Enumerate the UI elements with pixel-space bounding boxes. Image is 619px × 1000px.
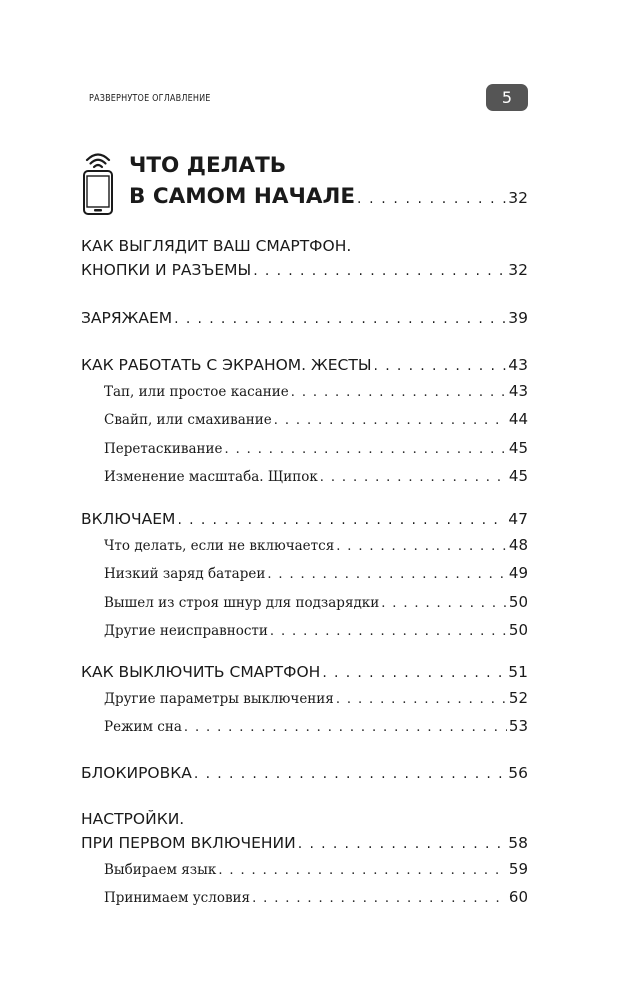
- subsection-line: [104, 856, 528, 884]
- chapter-title-line2: [129, 181, 528, 215]
- subsection-title: Тап, или простое касание: [104, 384, 289, 400]
- dot-leader: [252, 886, 507, 912]
- subsection-title: Свайп, или смахивание: [104, 412, 272, 429]
- dot-leader: [357, 184, 506, 215]
- subsection-page: 45: [508, 438, 528, 457]
- subsection-page: 59: [508, 860, 528, 878]
- subsection-title: Перетаскивание: [104, 440, 223, 457]
- subsection-line: [104, 617, 528, 645]
- chapter-page: 32: [508, 189, 528, 207]
- subsection-line: [104, 435, 528, 463]
- subsection-page: 53: [508, 717, 528, 736]
- section-title: ВКЛЮЧАЕМ: [81, 510, 176, 528]
- toc-section: [81, 306, 528, 331]
- dot-leader: [218, 858, 507, 884]
- subsection-line: [104, 884, 528, 912]
- section-title: БЛОКИРОВКА: [81, 764, 192, 782]
- section-line: [81, 507, 528, 532]
- toc-section: [81, 660, 528, 742]
- section-line: [81, 353, 528, 378]
- toc-section: [81, 507, 528, 646]
- subsection-page: 48: [508, 536, 528, 554]
- chapter-title-text: В САМОМ НАЧАЛЕ: [129, 184, 356, 209]
- section-title-line1: КАК ВЫГЛЯДИТ ВАШ СМАРТФОН.: [81, 237, 352, 255]
- dot-leader: [174, 307, 506, 331]
- dot-leader: [177, 508, 506, 532]
- section-page: 47: [508, 510, 528, 528]
- subsection-title: Низкий заряд батареи: [104, 566, 266, 583]
- subsection-line: [104, 406, 528, 434]
- dot-leader: [381, 591, 507, 617]
- section-page: 56: [508, 764, 528, 782]
- subsection-page: 44: [508, 410, 528, 429]
- subsection-line: [104, 463, 528, 491]
- section-page: 39: [508, 309, 528, 327]
- page-number: 5: [501, 88, 513, 107]
- toc-section: [81, 234, 528, 283]
- toc-section: [81, 807, 528, 913]
- dot-leader: [291, 380, 507, 406]
- section-title: КАК ВЫКЛЮЧИТЬ СМАРТФОН: [81, 663, 321, 681]
- dot-leader: [320, 465, 507, 491]
- subsection-line: [104, 685, 528, 713]
- section-line: [81, 258, 528, 283]
- section-page: 43: [508, 356, 528, 374]
- subsection-line: [104, 532, 528, 560]
- dot-leader: [270, 619, 507, 645]
- dot-leader: [253, 259, 506, 283]
- subsection-line: [104, 560, 528, 588]
- section-title-line1: НАСТРОЙКИ.: [81, 810, 185, 828]
- subsection-page: 45: [508, 467, 528, 486]
- subsection-title: Изменение масштаба. Щипок: [104, 469, 318, 486]
- subsection-title: Выбираем язык: [104, 862, 217, 878]
- section-page: 58: [508, 834, 528, 852]
- page-number-badge: [486, 84, 528, 111]
- section-title: ЗАРЯЖАЕМ: [81, 309, 173, 327]
- subsection-title: Режим сна: [104, 719, 182, 736]
- section-page: 51: [508, 663, 528, 681]
- subsection-page: 49: [508, 564, 528, 583]
- subsection-page: 52: [508, 689, 528, 707]
- dot-leader: [336, 687, 507, 713]
- subsection-title: Что делать, если не включается: [104, 538, 335, 554]
- section-line: [81, 306, 528, 331]
- subsection-line: [104, 713, 528, 741]
- smartphone-wireless-icon: [78, 148, 118, 216]
- chapter-title-line1: ЧТО ДЕЛАТЬ: [129, 153, 287, 178]
- section-line: [81, 660, 528, 685]
- dot-leader: [194, 762, 506, 786]
- subsection-page: 43: [508, 382, 528, 400]
- running-head: РАЗВЕРНУТОЕ ОГЛАВЛЕНИЕ: [89, 93, 211, 104]
- dot-leader: [184, 715, 507, 741]
- subsection-line: [104, 589, 528, 617]
- chapter-heading: [129, 150, 528, 215]
- section-title: ПРИ ПЕРВОМ ВКЛЮЧЕНИИ: [81, 834, 296, 852]
- dot-leader: [374, 354, 507, 378]
- section-page: 32: [508, 261, 528, 279]
- subsection-title: Вышел из строя шнур для подзарядки: [104, 594, 380, 611]
- dot-leader: [298, 832, 507, 856]
- section-title: КАК РАБОТАТЬ С ЭКРАНОМ. ЖЕСТЫ: [81, 356, 372, 374]
- section-line: [81, 761, 528, 786]
- section-title: КНОПКИ И РАЗЪЕМЫ: [81, 261, 252, 279]
- dot-leader: [274, 408, 507, 434]
- subsection-title: Принимаем условия: [104, 890, 251, 907]
- subsection-page: 50: [508, 621, 528, 640]
- subsection-line: [104, 378, 528, 406]
- section-line: [81, 831, 528, 856]
- dot-leader: [322, 661, 506, 685]
- dot-leader: [225, 437, 507, 463]
- dot-leader: [336, 534, 507, 560]
- subsection-title: Другие неисправности: [104, 623, 268, 640]
- toc-section: [81, 761, 528, 786]
- dot-leader: [267, 562, 507, 588]
- subsection-page: 50: [508, 592, 528, 611]
- toc-section: [81, 353, 528, 492]
- subsection-title: Другие параметры выключения: [104, 691, 334, 707]
- subsection-page: 60: [508, 888, 528, 907]
